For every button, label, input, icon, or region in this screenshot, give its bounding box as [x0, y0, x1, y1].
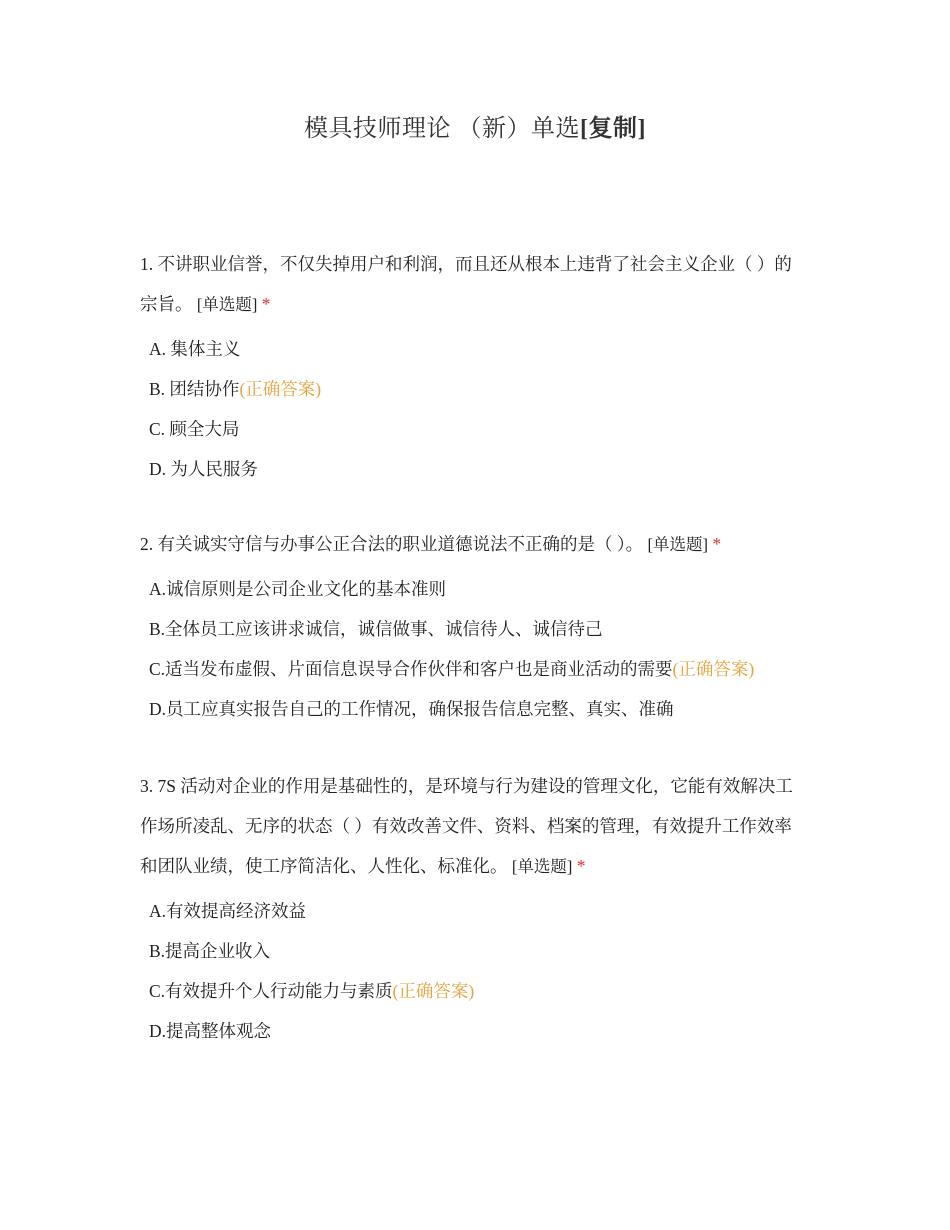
question-text	[140, 244, 805, 325]
question-text	[140, 766, 805, 887]
question-text	[140, 524, 805, 565]
required-mark: *	[712, 534, 722, 554]
option-a: A.诚信原则是公司企业文化的基本准则	[149, 579, 447, 599]
option-b: B.提高企业收入	[149, 941, 271, 961]
option-b: B.全体员工应该讲求诚信，诚信做事、诚信待人、诚信待己	[149, 619, 603, 639]
question-stem: 3. 7S 活动对企业的作用是基础性的，是环境与行为建设的管理文化，它能有效解决工作场所凌乱、无序的状态（ ）有效改善文件、资料、档案的管理，有效提升工作效率和团队业绩，使工序简洁化、人性化、标准化。	[140, 776, 793, 876]
question-1	[140, 244, 805, 489]
correct-answer-label: (正确答案)	[392, 981, 475, 1001]
question-stem: 2. 有关诚实守信与办事公正合法的职业道德说法不正确的是（ ）。	[140, 534, 644, 554]
option-c: C. 顾全大局	[149, 419, 240, 439]
option-b: B. 团结协作(正确答案)	[149, 379, 322, 399]
required-mark: *	[576, 856, 586, 876]
option-list	[149, 569, 805, 729]
option-a: A. 集体主义	[149, 339, 241, 359]
title-text: 模具技师理论 （新）单选	[304, 116, 580, 142]
question-type-tag: [单选题]	[511, 857, 573, 876]
question-3	[140, 766, 805, 1051]
option-d: D. 为人民服务	[149, 459, 258, 479]
question-type-tag: [单选题]	[647, 535, 708, 554]
option-c: C.有效提升个人行动能力与素质(正确答案)	[149, 981, 475, 1001]
option-list	[149, 329, 805, 489]
question-type-tag: [单选题]	[196, 295, 258, 314]
option-d: D.员工应真实报告自己的工作情况，确保报告信息完整、真实、准确	[149, 699, 674, 719]
question-stem: 1. 不讲职业信誉，不仅失掉用户和利润，而且还从根本上违背了社会主义企业（ ）的宗旨。	[140, 254, 792, 314]
option-a: A.有效提高经济效益	[149, 901, 307, 921]
question-2	[140, 524, 805, 729]
correct-answer-label: (正确答案)	[672, 659, 755, 679]
required-mark: *	[261, 294, 271, 314]
option-d: D.提高整体观念	[149, 1021, 272, 1041]
option-list	[149, 891, 805, 1051]
option-c: C.适当发布虚假、片面信息误导合作伙伴和客户也是商业活动的需要(正确答案)	[149, 659, 755, 679]
title-suffix: [复制]	[580, 116, 646, 142]
correct-answer-label: (正确答案)	[239, 379, 322, 399]
page-title	[0, 108, 950, 143]
